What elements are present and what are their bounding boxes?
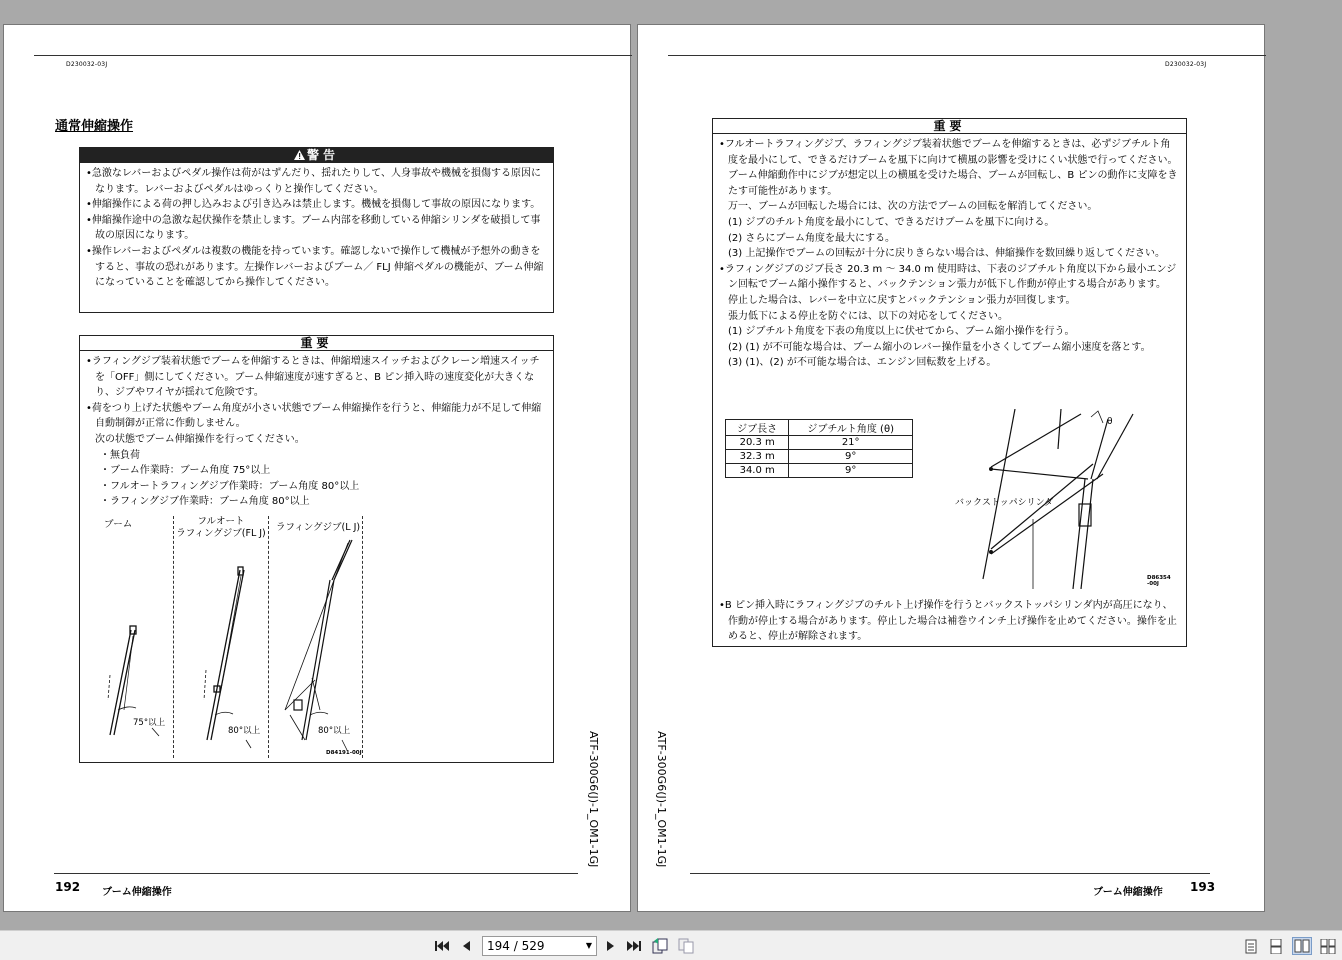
- warning-triangle-icon: [294, 149, 305, 164]
- viewer-toolbar: [0, 930, 1342, 960]
- warning-item: •伸縮操作による荷の押し込みおよび引き込みは禁止します。機械を損傷して事故の原因になります。: [86, 199, 541, 211]
- page-193: [637, 24, 1265, 912]
- step-item: (3) 上記操作でブームの回転が十分に戻りきらない場合は、伸縮操作を数回繰り返してください。: [728, 248, 1166, 260]
- important-item: •荷をつり上げた状態やブーム角度が小さい状態でブーム伸縮操作を行うと、伸縮能力が不足して伸縮自動制御が正常に作動しません。: [86, 402, 542, 430]
- chevron-down-icon: ▼: [585, 941, 592, 950]
- footer-rule: [690, 873, 1210, 874]
- important-subtext: 次の状態でブーム伸縮操作を行ってください。: [95, 433, 305, 445]
- step-item: (2) さらにブーム角度を最大にする。: [728, 232, 896, 244]
- important-item: •フルオートラフィングジブ、ラフィングジブ装着状態でブームを伸縮するときは、必ずジブチルト角度を最小にして、できるだけブームを風下に向けて横風の影響を受けにくい状態で行ってください。: [719, 139, 1178, 166]
- side-model-label: ATF-300G6(J)-1_OM1-1GJ: [587, 731, 600, 868]
- step-item: (1) ジブのチルト角度を最小にして、できるだけブームを風下に向ける。: [728, 216, 1055, 228]
- page-number-select[interactable]: [482, 936, 597, 956]
- warning-box: [79, 147, 554, 313]
- header-rule: [668, 55, 1266, 56]
- warning-title: 警告: [306, 148, 339, 162]
- table-row: 32.3 m 9°: [726, 450, 913, 464]
- two-page-continuous-view-icon[interactable]: [1320, 938, 1336, 954]
- go-back-view-icon[interactable]: [652, 938, 668, 954]
- important-footer-item: •B ピン挿入時にラフィングジブのチルト上げ操作を行うとバックストッパシリンダ内が高圧になり、作動が停止する場合があります。停止した場合は補巻ウインチ上げ操作を止めてください。操作を止めると、停止が解除されます。: [719, 600, 1177, 643]
- condition-item: ・無負荷: [100, 449, 140, 461]
- page-indicator: 194 / 529: [487, 939, 545, 953]
- important-paragraph: 停止した場合は、レバーを中立に戻すとバックテンション張力が回復します。: [728, 294, 1076, 306]
- two-page-view-icon[interactable]: [1292, 937, 1312, 955]
- step-item: (1) ジブチルト角度を下表の角度以上に伏せてから、ブーム縮小操作を行う。: [728, 326, 1075, 338]
- important-box: [712, 118, 1187, 647]
- boom-angle-figure: [80, 510, 555, 762]
- back-stopper-label: バックストッパシリンダ: [955, 498, 1054, 508]
- warning-item: •急激なレバーおよびペダル操作は荷がはずんだり、揺れたりして、人身事故や機械を損傷する原因になります。レバーおよびペダルはゆっくりと操作してください。: [86, 168, 542, 195]
- theta-label: θ: [1107, 417, 1113, 427]
- important-paragraph: ブーム伸縮動作中にジブが想定以上の横風を受けた場合、ブームが回転し、B ピンの動作に支障をきたす可能性があります。: [728, 170, 1178, 197]
- page-number: 192: [55, 880, 81, 894]
- condition-item: ・ラフィングジブ作業時：ブーム角度 80°以上: [100, 496, 310, 508]
- doc-code: D230032-03J: [66, 61, 108, 68]
- footer-rule: [54, 873, 578, 874]
- important-paragraph: 張力低下による停止を防ぐには、以下の対応をしてください。: [728, 310, 1008, 322]
- important-header: 重要: [713, 119, 1186, 134]
- table-header: ジブ長さ: [726, 420, 789, 436]
- important-paragraph: 万一、ブームが回転した場合には、次の方法でブームの回転を解消してください。: [728, 201, 1098, 213]
- previous-page-icon[interactable]: [458, 938, 474, 954]
- table-row: 34.0 m 9°: [726, 464, 913, 478]
- side-model-label: ATF-300G6(J)-1_OM1-1GJ: [655, 731, 668, 868]
- important-item: •ラフィングジブ装着状態でブームを伸縮するときは、伸縮増速スイッチおよびクレーン増速スイッチを「OFF」側にしてください。ブーム伸縮速度が速すぎると、B ピン挿入時の速度変化が大きくなり、ジブやワイヤが揺れて危険です。: [86, 356, 540, 399]
- figure-code: D86354 -00J: [1147, 575, 1171, 587]
- important-box: [79, 335, 554, 763]
- table-header: ジブチルト角度 (θ): [789, 420, 913, 436]
- table-row: 20.3 m 21°: [726, 436, 913, 450]
- angle-label-2: 80°以上: [228, 726, 261, 736]
- go-forward-view-icon[interactable]: [678, 938, 694, 954]
- header-rule: [34, 55, 632, 56]
- continuous-view-icon[interactable]: [1268, 938, 1284, 954]
- section-title: 通常伸縮操作: [55, 119, 134, 134]
- footer-title: ブーム伸縮操作: [1093, 887, 1163, 898]
- step-item: (2) (1) が不可能な場合は、ブーム縮小のレバー操作量を小さくしてブーム縮小速度を落とす。: [728, 341, 1151, 353]
- figure-label-boom: ブーム: [104, 519, 133, 530]
- warning-header: [80, 148, 553, 163]
- condition-item: ・フルオートラフィングジブ作業時：ブーム角度 80°以上: [100, 480, 360, 492]
- condition-item: ・ブーム作業時：ブーム角度 75°以上: [100, 465, 271, 477]
- next-page-icon[interactable]: [603, 938, 619, 954]
- single-page-view-icon[interactable]: [1243, 938, 1259, 954]
- footer-title: ブーム伸縮操作: [102, 887, 172, 898]
- doc-code: D230032-03J: [1165, 61, 1207, 68]
- important-header: 重要: [80, 336, 553, 351]
- warning-item: •伸縮操作途中の急激な起伏操作を禁止します。ブーム内部を移動している伸縮シリンダを破損して事故の原因になります。: [86, 214, 541, 242]
- important-body: [80, 351, 553, 513]
- angle-label-1: 75°以上: [133, 718, 166, 728]
- angle-label-3: 80°以上: [318, 726, 351, 736]
- figure-code: D84191-00J: [326, 750, 362, 756]
- back-stopper-figure: [953, 409, 1183, 589]
- first-page-icon[interactable]: [434, 938, 450, 954]
- last-page-icon[interactable]: [626, 938, 642, 954]
- warning-item: •操作レバーおよびペダルは複数の機能を持っています。確認しないで操作して機械が予想外の動きをすると、事故の恐れがあります。左操作レバーおよびブーム／ FLJ 伸縮ペダルの機能が、ブーム伸縮になっていることを確認してから操作してください。: [86, 245, 544, 289]
- step-item: (3) (1)、(2) が不可能な場合は、エンジン回転数を上げる。: [728, 357, 997, 369]
- warning-body: [80, 163, 553, 294]
- page-192: [3, 24, 631, 912]
- figure-label-lj: ラフィングジブ(L J): [276, 522, 361, 533]
- important-item: •ラフィングジブのジブ長さ 20.3 m ～ 34.0 m 使用時は、下表のジブチルト角度以下から最小エンジン回転でブーム縮小操作すると、バックテンション張力が低下し作動が停止する場合があります。: [719, 263, 1177, 291]
- jib-tilt-table: [725, 419, 913, 478]
- page-number: 193: [1190, 880, 1216, 894]
- figure-label-flj: フルオート ラフィングジブ(FL J): [176, 516, 266, 539]
- important-body: [713, 134, 1186, 374]
